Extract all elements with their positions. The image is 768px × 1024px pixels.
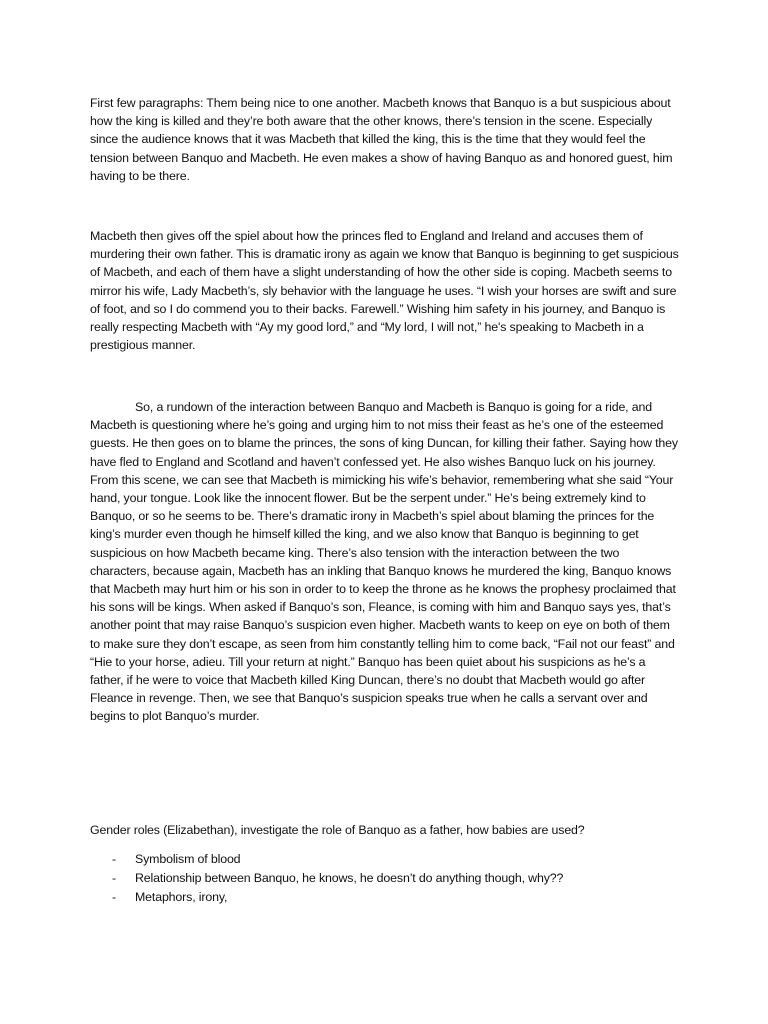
paragraph-gender-roles: Gender roles (Elizabethan), investigate the role of Banquo as a father, how babies are used?: [90, 823, 585, 837]
paragraph-first-few: First few paragraphs: Them being nice to one another. Macbeth knows that Banquo is a but suspicious about how the king is killed and they’re both aware that the other knows, there’s tension in the scene. Especially since the audience knows that it was Macbeth that killed the king, this is the time that they would feel the tension between Banquo and Macbeth. He even makes a show of having Banquo as and honored guest, him having to be there.: [90, 96, 673, 183]
list-item: [90, 850, 680, 868]
list-item-text: Symbolism of blood: [135, 852, 241, 866]
list-item-text: Metaphors, irony,: [135, 890, 228, 905]
notes-bullet-list: [90, 850, 680, 908]
paragraph-rundown: So, a rundown of the interaction between Banquo and Macbeth is Banquo is going for a ride, and Macbeth is questioning where he’s going and urging him to not miss their feast as he’s one of the esteemed guests. He then goes on to blame the princes, the sons of king Duncan, for killing their father. Saying how they have fled to England and Scotland and haven’t confessed yet. He also wishes Banquo luck on his journey. From this scene, we can see that Macbeth is mimicking his wife’s behavior, remembering what she said “Your hand, your tongue. Look like the innocent flower. But be the serpent under.” He’s being extremely kind to Banquo, or so he seems to be. There’s dramatic irony in Macbeth’s spiel about blaming the princes for the king’s murder even though he himself killed the king, and we also know that Banquo is beginning to get suspicious on how Macbeth became king. There’s also tension with the interaction between the two characters, because again, Macbeth has an inkling that Banquo knows he murdered the king, Banquo knows that Macbeth may hurt him or his son in order to to keep the throne as he knows the prophesy proclaimed that his sons will be kings. When asked if Banquo’s son, Fleance, is coming with him and Banquo says yes, that’s another point that may raise Banquo’s suspicion even higher. Macbeth wants to keep on eye on both of them to make sure they don’t escape, as seen from him constantly telling him to come back, “Fail not our feast” and “Hie to your horse, adieu. Till your return at night.” Banquo has been quiet about his suspicions as he’s a father, if he were to voice that Macbeth killed King Duncan, there’s no doubt that Macbeth would go after Fleance in revenge. Then, we see that Banquo’s suspicion speaks true when he calls a servant over and begins to plot Banquo’s murder.: [90, 400, 678, 724]
bullet-dash: -: [112, 852, 116, 866]
bullet-dash: -: [112, 871, 116, 886]
bullet-dash: -: [112, 890, 116, 905]
list-item: [90, 869, 680, 887]
paragraph-spiel: Macbeth then gives off the spiel about how the princes fled to England and Ireland and accuses them of murdering their own father. This is dramatic irony as again we know that Banquo is beginning to get suspicious of Macbeth, and each of them have a slight understanding of how the other side is coping. Macbeth seems to mirror his wife, Lady Macbeth’s, sly behavior with the language he uses. “I wish your horses are swift and sure of foot, and so I do commend you to their backs. Farewell.” Wishing him safety in his journey, and Banquo is really respecting Macbeth with “Ay my good lord,” and “My lord, I will not,” he's speaking to Macbeth in a prestigious manner.: [90, 229, 679, 353]
list-item: [90, 888, 680, 906]
list-item-text: Relationship between Banquo, he knows, he doesn’t do anything though, why??: [135, 871, 564, 886]
